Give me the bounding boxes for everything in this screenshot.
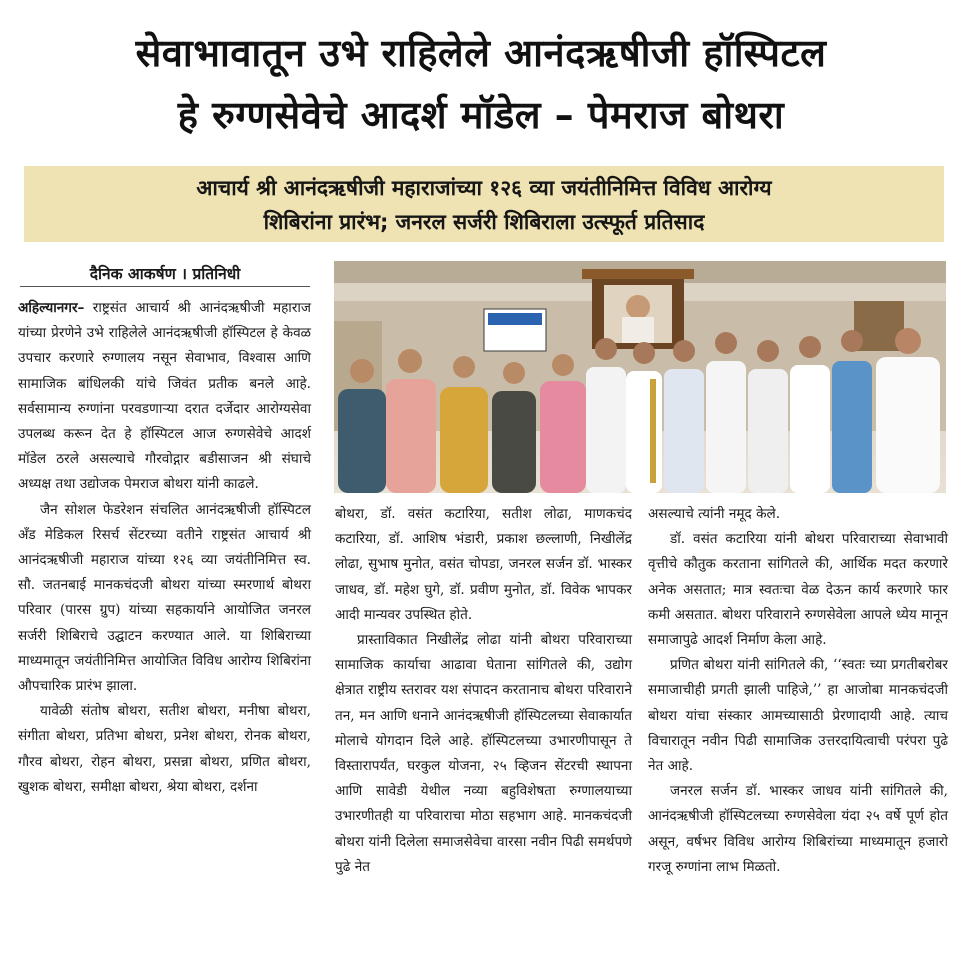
headline (0, 22, 962, 146)
subheadline-line-2: शिबिरांना प्रारंभ; जनरल सर्जरी शिबिराला उत्स्फूर्त प्रतिसाद (263, 210, 705, 234)
article-column-2 (335, 502, 632, 880)
article-column-1 (18, 296, 311, 800)
article-paragraph-continued: असल्याचे त्यांनी नमूद केले. (648, 506, 781, 522)
headline-line-1: सेवाभावातून उभे राहिलेले आनंदऋषीजी हॉस्पिटल (135, 31, 827, 75)
article-paragraph-continued: बोथरा, डॉ. वसंत कटारिया, सतीश लोढा, माणकचंद कटारिया, डॉ. आशिष भंडारी, प्रकाश छल्लाणी, निखीलेंद्र लोढा, सुभाष मुनोत, वसंत चोपडा, जनरल सर्जन डॉ. भास्कर जाधव, डॉ. महेश घुगे, डॉ. प्रवीण मुनोत, डॉ. विवेक भापकर आदी मान्यवर उपस्थित होते. (335, 506, 632, 623)
article-paragraph: प्रणित बोथरा यांनी सांगितले की, ‘‘स्वतः च्या प्रगतीबरोबर समाजाचीही प्रगती झाली पाहिजे,’’ हा आजोबा मानकचंदजी बोथरा यांचा संस्कार आमच्यासाठी प्रेरणादायी आहे. त्याच विचारातून नवीन पिढी सामाजिक उत्तरदायित्वाची परंपरा पुढे नेत आहे. (648, 657, 948, 775)
byline: दैनिक आकर्षण । प्रतिनिधी (89, 265, 241, 283)
subheadline-line-1: आचार्य श्री आनंदऋषीजी महाराजांच्या १२६ व्या जयंतीनिमित्त विविध आरोग्य (196, 176, 772, 200)
article-column-3 (648, 502, 948, 880)
article-paragraph: डॉ. वसंत कटारिया यांनी बोथरा परिवाराच्या सेवाभावी वृत्तीचे कौतुक करताना सांगितले की, आर्थिक मदत करणारे अनेक असतात; मात्र स्वतःचा वेळ देऊन कार्य करणारे फार कमी असतात. बोथरा परिवाराने रुग्णसेवेला आपले ध्येय मानून समाजापुढे आदर्श निर्माण केला आहे. (648, 531, 948, 649)
article-paragraph: प्रास्ताविकात निखीलेंद्र लोढा यांनी बोथरा परिवाराच्या सामाजिक कार्याचा आढावा घेताना सांगितले की, उद्योग क्षेत्रात राष्ट्रीय स्तरावर यश संपादन करतानाच बोथरा परिवाराने तन, मन आणि धनाने आनंदऋषीजी हॉस्पिटलच्या सेवाकार्यात मोलाचे योगदान दिले आहे. हॉस्पिटलच्या उभारणीपासून ते विस्तारापर्यंत, घरकुल योजना, २५ व्हिजन सेंटरची स्थापना आणि सावेडी येथील नव्या बहुविशेषता रुग्णालयाच्या उभारणीतही या परिवाराचा मोठा सहभाग आहे. मानकचंदजी बोथरा यांनी दिलेला समाजसेवेचा वारसा नवीन पिढी समर्थपणे पुढे नेत (335, 632, 632, 875)
event-photo (334, 261, 946, 493)
lead-text: राष्ट्रसंत आचार्य श्री आनंदऋषीजी महाराज यांच्या प्रेरणेने उभे राहिलेले आनंदऋषीजी हॉस्पिटल हे केवळ उपचार करणारे रुग्णालय नसून सेवाभाव, विश्वास आणि सामाजिक बांधिलकी यांचे जिवंत प्रतीक बनले आहे. सर्वसामान्य रुग्णांना परवडणाऱ्या दरात दर्जेदार आरोग्यसेवा उपलब्ध करून देत हे हॉस्पिटल आज रुग्णसेवेचे आदर्श मॉडेल ठरले असल्याचे गौरवोद्गार बडीसाजन श्री संघाचे अध्यक्ष तथा उद्योजक पेमराज बोथरा यांनी काढले. (18, 300, 311, 493)
article-paragraph: यावेळी संतोष बोथरा, सतीश बोथरा, मनीषा बोथरा, संगीता बोथरा, प्रतिभा बोथरा, प्रनेश बोथरा, रोनक बोथरा, गौरव बोथरा, रोहन बोथरा, प्रसन्ना बोथरा, प्रणित बोथरा, खुशक बोथरा, समीक्षा बोथरा, श्रेया बोथरा, दर्शना (18, 703, 311, 795)
byline-divider (20, 286, 310, 287)
subheadline-banner (24, 166, 944, 242)
article-paragraph: जनरल सर्जन डॉ. भास्कर जाधव यांनी सांगितले की, आनंदऋषीजी हॉस्पिटलच्या रुग्णसेवेला यंदा २५ वर्षे पूर्ण होत असून, वर्षभर विविध आरोग्य शिबिरांच्या माध्यमातून हजारो गरजू रुग्णांना लाभ मिळतो. (648, 783, 948, 875)
event-photo-image (334, 261, 946, 493)
article-paragraph-lead (18, 296, 311, 498)
article-paragraph: जैन सोशल फेडरेशन संचलित आनंदऋषीजी हॉस्पिटल अँड मेडिकल रिसर्च सेंटरच्या वतीने राष्ट्रसंत आचार्य श्री आनंदऋषीजी महाराज यांच्या १२६ व्या जयंतीनिमित्त स्व. सौ. जतनबाई मानकचंदजी बोथरा यांच्या स्मरणार्थ बोथरा परिवार (पारस ग्रुप) यांच्या सहकार्याने आयोजित जनरल सर्जरी शिबिराचे उद्घाटन करण्यात आले. या शिबिराच्या माध्यमातून जयंतीनिमित्त आयोजित विविध आरोग्य शिबिरांना औपचारिक प्रारंभ झाला. (18, 501, 311, 695)
dateline: अहिल्यानगर– (18, 300, 85, 316)
headline-line-2: हे रुग्णसेवेचे आदर्श मॉडेल – पेमराज बोथरा (177, 93, 785, 137)
